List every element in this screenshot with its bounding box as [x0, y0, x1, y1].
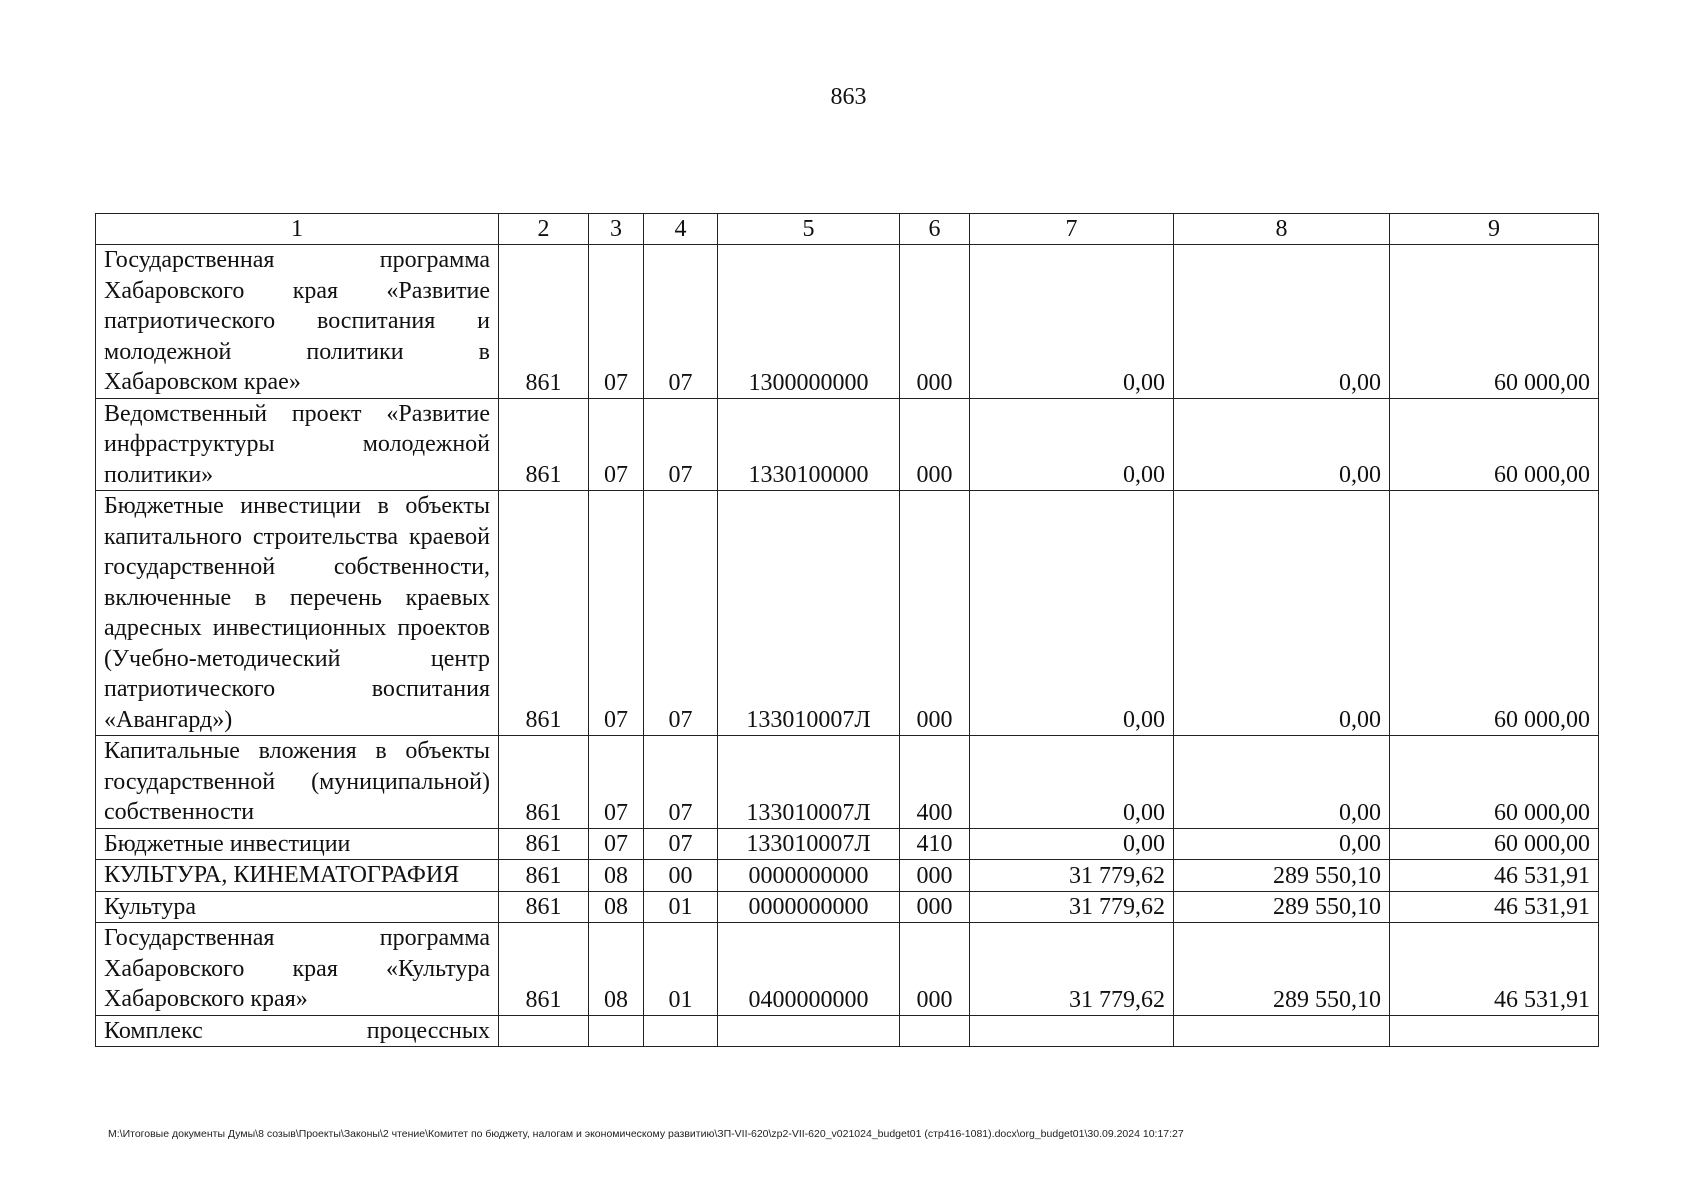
cell-csr: 133010007Л: [718, 736, 900, 829]
cell-amount-7: 0,00: [970, 828, 1174, 860]
table-row: [96, 245, 1599, 399]
cell-amount-7: 31 779,62: [970, 923, 1174, 1016]
document-path-footer: M:\Итоговые документы Думы\8 созыв\Проекты\Законы\2 чтение\Комитет по бюджету, налогам и экономическому развитию\ЗП-VII-620\zp2-VII-620_v021024_budget01 (стр416-1081).docx\org_budget01\30.09.2024 10:17:27: [108, 1128, 1184, 1140]
cell-amount-7: 0,00: [970, 491, 1174, 736]
row-name: Культура: [96, 891, 499, 923]
cell-csr: 0400000000: [718, 923, 900, 1016]
cell-razdel: 08: [589, 891, 644, 923]
cell-amount-7: 31 779,62: [970, 860, 1174, 892]
cell-ved: 861: [499, 245, 589, 399]
cell-vr: 400: [900, 736, 970, 829]
cell-podrazdel: 07: [644, 398, 718, 491]
table-row: [96, 398, 1599, 491]
cell-csr: 133010007Л: [718, 491, 900, 736]
cell-amount-8: 0,00: [1174, 828, 1390, 860]
row-name: Комплекс процессных: [96, 1015, 499, 1047]
cell-vr: 000: [900, 398, 970, 491]
row-name: Государственная программа Хабаровского края «Развитие патриотического воспитания и молодежной политики в Хабаровском крае»: [96, 245, 499, 399]
cell-vr: 000: [900, 923, 970, 1016]
cell-amount-8: 289 550,10: [1174, 891, 1390, 923]
cell-amount-9: 46 531,91: [1390, 923, 1599, 1016]
cell-razdel: 07: [589, 398, 644, 491]
cell-amount-9: 46 531,91: [1390, 860, 1599, 892]
cell-podrazdel: 01: [644, 891, 718, 923]
cell-amount-8: 0,00: [1174, 491, 1390, 736]
cell-amount-7: 0,00: [970, 245, 1174, 399]
table-row: [96, 828, 1599, 860]
cell-amount-9: 60 000,00: [1390, 828, 1599, 860]
row-name: Капитальные вложения в объекты государственной (муниципальной) собственности: [96, 736, 499, 829]
cell-amount-7: 0,00: [970, 736, 1174, 829]
cell-csr: 0000000000: [718, 891, 900, 923]
cell-razdel: [589, 1015, 644, 1047]
table-row: [96, 491, 1599, 736]
row-name: Бюджетные инвестиции: [96, 828, 499, 860]
row-name: КУЛЬТУРА, КИНЕМАТОГРАФИЯ: [96, 860, 499, 892]
cell-amount-8: 0,00: [1174, 245, 1390, 399]
cell-razdel: 08: [589, 860, 644, 892]
cell-razdel: 07: [589, 491, 644, 736]
cell-csr: 1330100000: [718, 398, 900, 491]
header-cell: 3: [589, 214, 644, 245]
cell-amount-9: 60 000,00: [1390, 245, 1599, 399]
cell-ved: 861: [499, 398, 589, 491]
cell-ved: 861: [499, 828, 589, 860]
table-row: [96, 923, 1599, 1016]
header-cell: 6: [900, 214, 970, 245]
cell-amount-8: [1174, 1015, 1390, 1047]
cell-vr: 000: [900, 860, 970, 892]
table-row: [96, 860, 1599, 892]
cell-razdel: 07: [589, 828, 644, 860]
cell-ved: 861: [499, 491, 589, 736]
cell-ved: 861: [499, 736, 589, 829]
header-cell: 8: [1174, 214, 1390, 245]
cell-amount-8: 289 550,10: [1174, 860, 1390, 892]
cell-podrazdel: 07: [644, 736, 718, 829]
cell-amount-8: 289 550,10: [1174, 923, 1390, 1016]
cell-ved: 861: [499, 923, 589, 1016]
cell-ved: 861: [499, 891, 589, 923]
cell-csr: 0000000000: [718, 860, 900, 892]
cell-vr: 410: [900, 828, 970, 860]
cell-amount-9: 60 000,00: [1390, 736, 1599, 829]
cell-razdel: 08: [589, 923, 644, 1016]
cell-csr: 1300000000: [718, 245, 900, 399]
page-number: 863: [830, 84, 867, 110]
cell-ved: 861: [499, 860, 589, 892]
cell-podrazdel: 07: [644, 491, 718, 736]
cell-amount-9: 60 000,00: [1390, 398, 1599, 491]
cell-amount-9: [1390, 1015, 1599, 1047]
table-header: [96, 214, 1599, 245]
cell-amount-7: 0,00: [970, 398, 1174, 491]
header-cell: 5: [718, 214, 900, 245]
table-row: [96, 1015, 1599, 1047]
cell-amount-9: 60 000,00: [1390, 491, 1599, 736]
header-cell: 1: [96, 214, 499, 245]
cell-amount-9: 46 531,91: [1390, 891, 1599, 923]
table-row: [96, 891, 1599, 923]
cell-podrazdel: 01: [644, 923, 718, 1016]
cell-vr: 000: [900, 491, 970, 736]
header-cell: 7: [970, 214, 1174, 245]
cell-podrazdel: 07: [644, 828, 718, 860]
row-name: Бюджетные инвестиции в объекты капитального строительства краевой государственной собственности, включенные в перечень краевых адресных инвестиционных проектов (Учебно-методический центр патриотического воспитания «Авангард»): [96, 491, 499, 736]
cell-razdel: 07: [589, 736, 644, 829]
cell-vr: 000: [900, 245, 970, 399]
header-cell: 4: [644, 214, 718, 245]
table-row: [96, 736, 1599, 829]
cell-vr: 000: [900, 891, 970, 923]
cell-vr: [900, 1015, 970, 1047]
cell-ved: [499, 1015, 589, 1047]
header-cell: 9: [1390, 214, 1599, 245]
cell-podrazdel: 07: [644, 245, 718, 399]
row-name: Ведомственный проект «Развитие инфраструктуры молодежной политики»: [96, 398, 499, 491]
row-name: Государственная программа Хабаровского края «Культура Хабаровского края»: [96, 923, 499, 1016]
header-cell: 2: [499, 214, 589, 245]
cell-csr: [718, 1015, 900, 1047]
cell-podrazdel: [644, 1015, 718, 1047]
cell-amount-8: 0,00: [1174, 736, 1390, 829]
cell-amount-7: [970, 1015, 1174, 1047]
cell-razdel: 07: [589, 245, 644, 399]
cell-csr: 133010007Л: [718, 828, 900, 860]
cell-amount-8: 0,00: [1174, 398, 1390, 491]
cell-podrazdel: 00: [644, 860, 718, 892]
cell-amount-7: 31 779,62: [970, 891, 1174, 923]
budget-table: [95, 213, 1599, 1047]
